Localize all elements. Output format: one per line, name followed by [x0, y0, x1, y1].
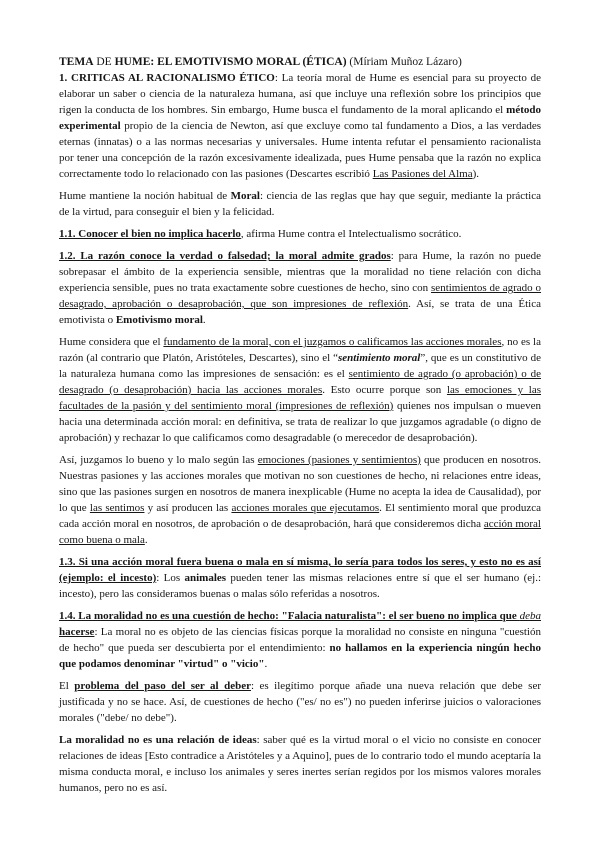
title-topic-label: TEMA [59, 56, 94, 68]
body-text: . [144, 534, 148, 546]
body-text: . El sentimiento moral que produzca cada acción moral en nosotros, de aprobación o de desaprobación, hará que consideremos dicha [59, 502, 541, 530]
bold-statement: no hallamos en la experiencia ningún hecho que podamos denominar "virtud" o "vicio" [59, 642, 541, 670]
body-text: propio de la ciencia de Newton, así que excluye como tal fundamento a Dios, a las verdades eternas (innatas) o a las normas necesarias y universales. Hume intenta refutar el pensamiento racionalista por tener una concepción de la razón excesivamente idealizada, pues Hume pensaba que la razón no explica correctamente todo lo relacionado con las pasiones (Descartes escribió [59, 120, 541, 180]
document-page [59, 54, 541, 796]
body-text: . [264, 658, 268, 670]
underlined-phrase: sentimiento de agrado (o aprobación) o de desagrado (o desaprobación) hacia las acciones morales [59, 368, 541, 396]
paragraph-paso-ser-deber [59, 678, 541, 726]
paragraph-section-1-4 [59, 608, 541, 672]
body-text: Hume mantiene la noción habitual de [59, 190, 231, 202]
paragraph-section-1-2 [59, 248, 541, 328]
body-text: : La teoría moral de Hume es esencial para su proyecto de elaborar un saber o ciencia de la naturaleza humana, así que incluye una reflexión sobre los principios que rigen la conducta de los hombres. Sin embargo, Hume busca el fundamento de la moral aplicando el [59, 72, 542, 116]
section-heading: 1.4. La moralidad no es una cuestión de hecho: "Falacia naturalista": el ser bueno no implica que [59, 610, 520, 622]
body-text: pueden tener las mismas relaciones entre sí que el ser humano (ej.: incesto), pero las consideramos buenas o malas sólo referidas a nosotros. [59, 572, 542, 600]
body-text: . Esto ocurre porque son [322, 384, 447, 396]
body-text: : Los [156, 572, 185, 584]
body-text: . [202, 314, 206, 326]
body-text: : saber qué es la virtud moral o el vicio no consiste en conocer relaciones de ideas [Esto contradice a Aristóteles y a Aquino], pues de lo contrario todo el mundo aceptaría la misma conducta moral, e incluso los animales y seres inertes serían regidos por los mismos valores morales humanos, pero no es así. [59, 734, 541, 794]
document-title [59, 54, 541, 70]
body-text: ”, que es un constitutivo de la naturaleza humana como las impresiones de sensación: es el [59, 352, 541, 380]
bold-term: animales [184, 572, 227, 584]
body-text: que producen en nosotros. Nuestras pasiones y las acciones morales que motivan no son cuestiones de hecho, ni relaciones entre ideas, sino que las pasiones surgen en nosotros de manera inexplicable (Hume no acepta la idea de Causalidad), por lo que [59, 454, 541, 514]
body-text: El [59, 680, 75, 692]
underlined-phrase: las emociones y las facultades de la pasión y del sentimiento moral (impresiones de reflexión) [59, 384, 541, 412]
title-connector: DE [93, 56, 115, 68]
body-text: ). [472, 168, 480, 180]
bold-italic-term: sentimiento moral [337, 352, 421, 364]
body-text: : ciencia de las reglas que hay que seguir, mediante la práctica de la virtud, para conseguir el bien y la felicidad. [59, 190, 542, 218]
paragraph-section-1-1 [59, 226, 541, 242]
body-text: : La moral no es objeto de las ciencias físicas porque la moralidad no consiste en ninguna "cuestión de hecho" que pueda ser descubierta por el entendimiento: [59, 626, 541, 654]
paragraph-nocion-moral [59, 188, 541, 220]
paragraph-fundamento-moral [59, 334, 541, 446]
body-text: , no es la razón (al contrario que Platón, Aristóteles, Descartes), sino el “ [59, 336, 541, 364]
section-heading: 1.2. La razón conoce la verdad o falsedad; la moral admite grados [59, 250, 391, 262]
body-text: Así, juzgamos lo bueno y lo malo según las [59, 454, 258, 466]
section-heading: 1. CRITICAS AL RACIONALISMO ÉTICO [59, 72, 275, 84]
underlined-phrase: sentimientos de agrado o desagrado, aprobación o desaprobación, que son impresiones de reflexión [59, 282, 542, 310]
paragraph-juicio-moral [59, 452, 541, 548]
underlined-phrase: acción moral como buena o mala [59, 518, 541, 546]
section-heading: 1.3. Si una acción moral fuera buena o mala en sí misma, lo sería para todos los seres, y esto no es así (ejemplo: el incesto) [59, 556, 541, 584]
title-heading: HUME: EL EMOTIVISMO MORAL (ÉTICA) [114, 56, 347, 68]
body-text: Hume considera que el [59, 336, 164, 348]
body-text: quienes nos impulsan o mueven hacia una determinada acción moral: en definitiva, se trata de realizar lo que juzgamos agradable (o digno de aprobación) y rechazar lo que calificamos como desagradable (o merecedor de desaprobación). [59, 400, 541, 444]
title-author: (Míriam Muñoz Lázaro) [346, 56, 462, 68]
bold-term: Emotivismo moral [115, 314, 203, 326]
section-heading: La moralidad no es una relación de ideas [59, 734, 257, 746]
body-text: . Así, se trata de una Ética emotivista o [59, 298, 541, 326]
bold-term: método experimental [59, 104, 541, 132]
italic-underlined-word: deba [519, 610, 541, 622]
paragraph-criticas-racionalismo [59, 70, 541, 182]
underlined-phrase: fundamento de la moral, con el juzgamos o calificamos las acciones morales [163, 336, 502, 348]
body-text: : es ilegítimo porque añade una nueva relación que debe ser justificada y no se hace. Así, de cuestiones de hecho ("es/ no es") no pueden inferirse juicios o valoraciones morales ("debe/ no debe"). [59, 680, 541, 724]
paragraph-relacion-ideas [59, 732, 541, 796]
book-title: Las Pasiones del Alma [372, 168, 473, 180]
underlined-phrase: las sentimos [89, 502, 145, 514]
bold-term: Moral [230, 190, 260, 202]
underlined-phrase: acciones morales que ejecutamos [231, 502, 380, 514]
paragraph-section-1-3 [59, 554, 541, 602]
body-text: : para Hume, la razón no puede sobrepasar el ámbito de la experiencia sensible, mientras que la moralidad no tiene relación con dicha experiencia sensible, pues no trata exactamente sobre cuestiones de hecho, sino con [59, 250, 541, 294]
section-heading: 1.1. Conocer el bien no implica hacerlo [59, 228, 241, 240]
body-text: , afirma Hume contra el Intelectualismo socrático. [240, 228, 462, 240]
section-heading: problema del paso del ser al deber [74, 680, 251, 692]
section-heading: hacerse [59, 626, 95, 638]
underlined-phrase: emociones (pasiones y sentimientos) [257, 454, 421, 466]
body-text: y así producen las [144, 502, 232, 514]
